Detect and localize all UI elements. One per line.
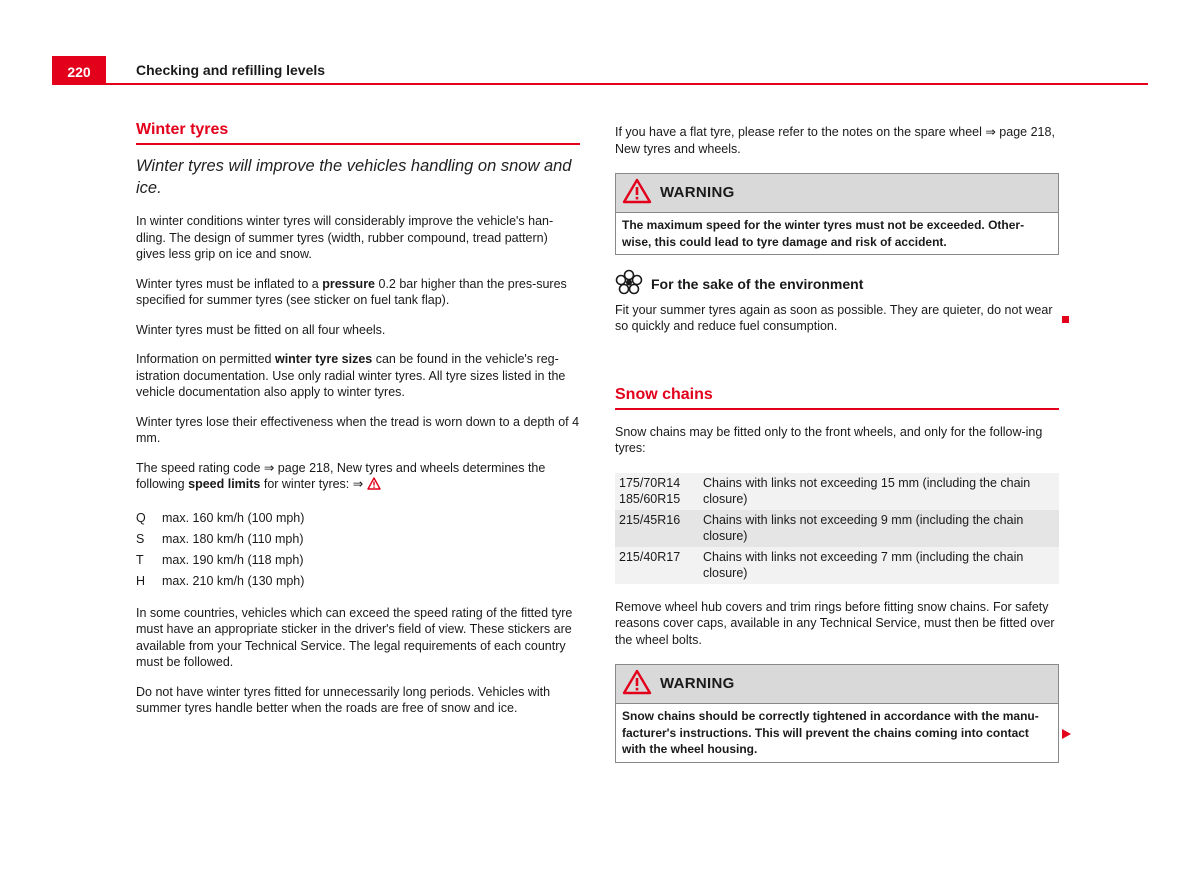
intro-text: Winter tyres will improve the vehicles handling on snow and ice. xyxy=(136,157,572,197)
environment-note-title: For the sake of the environment xyxy=(651,276,864,292)
environment-note-header xyxy=(615,269,1059,300)
warning-header xyxy=(616,174,1058,213)
table-row xyxy=(615,510,1059,547)
table-row xyxy=(615,473,1059,510)
page-number: 220 xyxy=(52,56,106,85)
warning-box-speed xyxy=(615,173,1059,255)
paragraph: In winter conditions winter tyres will considerably improve the vehicle's han-dling. The design of summer tyres (width, rubber compound, tread pattern) gives less grip on ice and snow. xyxy=(136,214,554,261)
table-cell-size: 175/70R14 185/60R15 xyxy=(615,473,699,510)
table-cell-desc: Chains with links not exceeding 7 mm (including the chain closure) xyxy=(699,547,1059,584)
paragraph: Snow chains may be fitted only to the front wheels, and only for the follow-ing tyres: xyxy=(615,424,1043,455)
warning-triangle-icon xyxy=(367,477,381,495)
warning-text: The maximum speed for the winter tyres must not be exceeded. Other-wise, this could lead to tyre damage and risk of accident. xyxy=(622,218,1025,249)
warning-text: Snow chains should be correctly tightened in accordance with the manu-facturer's instructions. This will prevent the chains coming into contact with the wheel housing. xyxy=(622,709,1039,756)
list-item: H max. 210 km/h (130 mph) xyxy=(136,573,305,588)
snow-chain-table xyxy=(615,473,1059,584)
paragraph: Do not have winter tyres fitted for unnecessarily long periods. Vehicles with summer tyres handle better when the roads are free of snow and ice. xyxy=(136,684,551,715)
warning-box-chains xyxy=(615,664,1059,763)
speed-limit-list xyxy=(136,508,580,592)
section-heading-snow-chains: Snow chains xyxy=(615,385,1059,410)
continue-arrow-icon xyxy=(1062,729,1071,739)
warning-title: WARNING xyxy=(660,183,735,201)
flat-tyre-note: If you have a flat tyre, please refer to the notes on the spare wheel ⇒ page 218, New tyres and wheels. xyxy=(615,125,1055,156)
table-cell-desc: Chains with links not exceeding 9 mm (including the chain closure) xyxy=(699,510,1059,547)
environment-note-text: Fit your summer tyres again as soon as possible. They are quieter, do not wear so quickly and reduce fuel consumption. xyxy=(615,302,1053,333)
right-column xyxy=(615,124,1059,777)
paragraph: Winter tyres must be fitted on all four wheels. xyxy=(136,322,386,337)
warning-triangle-icon xyxy=(622,178,652,209)
table-row xyxy=(615,547,1059,584)
table-cell-size: 215/40R17 xyxy=(615,547,699,584)
left-column xyxy=(136,120,580,730)
warning-header xyxy=(616,665,1058,704)
end-square-icon xyxy=(1062,316,1069,323)
table-cell-desc: Chains with links not exceeding 15 mm (including the chain closure) xyxy=(699,473,1059,510)
warning-triangle-icon xyxy=(622,669,652,700)
flower-icon xyxy=(615,269,643,300)
paragraph: Winter tyres lose their effectiveness when the tread is worn down to a depth of 4 mm. xyxy=(136,414,580,445)
paragraph: In some countries, vehicles which can exceed the speed rating of the fitted tyre must have an appropriate sticker in the driver's field of view. These stickers are available from your Technical Service. The legal requirements of each country must be followed. xyxy=(136,605,573,669)
table-cell-size: 215/45R16 xyxy=(615,510,699,547)
paragraph: Information on permitted winter tyre sizes can be found in the vehicle's reg-istration documentation. Use only radial winter tyres. All tyre sizes listed in the vehicle documentation also apply to winter tyres. xyxy=(136,352,566,399)
paragraph: Winter tyres must be inflated to a pressure 0.2 bar higher than the pres-sures specified for summer tyres (see sticker on fuel tank flap). xyxy=(136,276,567,307)
list-item: T max. 190 km/h (118 mph) xyxy=(136,552,304,567)
section-heading-winter-tyres: Winter tyres xyxy=(136,120,580,145)
paragraph: Remove wheel hub covers and trim rings before fitting snow chains. For safety reasons cover caps, available in any Technical Service, must then be fitted over the wheel bolts. xyxy=(615,599,1055,647)
warning-title: WARNING xyxy=(660,674,735,692)
list-item: Q max. 160 km/h (100 mph) xyxy=(136,510,305,525)
chapter-title: Checking and refilling levels xyxy=(136,62,326,78)
paragraph: The speed rating code ⇒ page 218, New tyres and wheels determines the following speed limits for winter tyres: ⇒ xyxy=(136,460,580,495)
list-item: S max. 180 km/h (110 mph) xyxy=(136,531,304,546)
page-header xyxy=(52,56,1148,86)
header-rule xyxy=(106,83,1148,85)
